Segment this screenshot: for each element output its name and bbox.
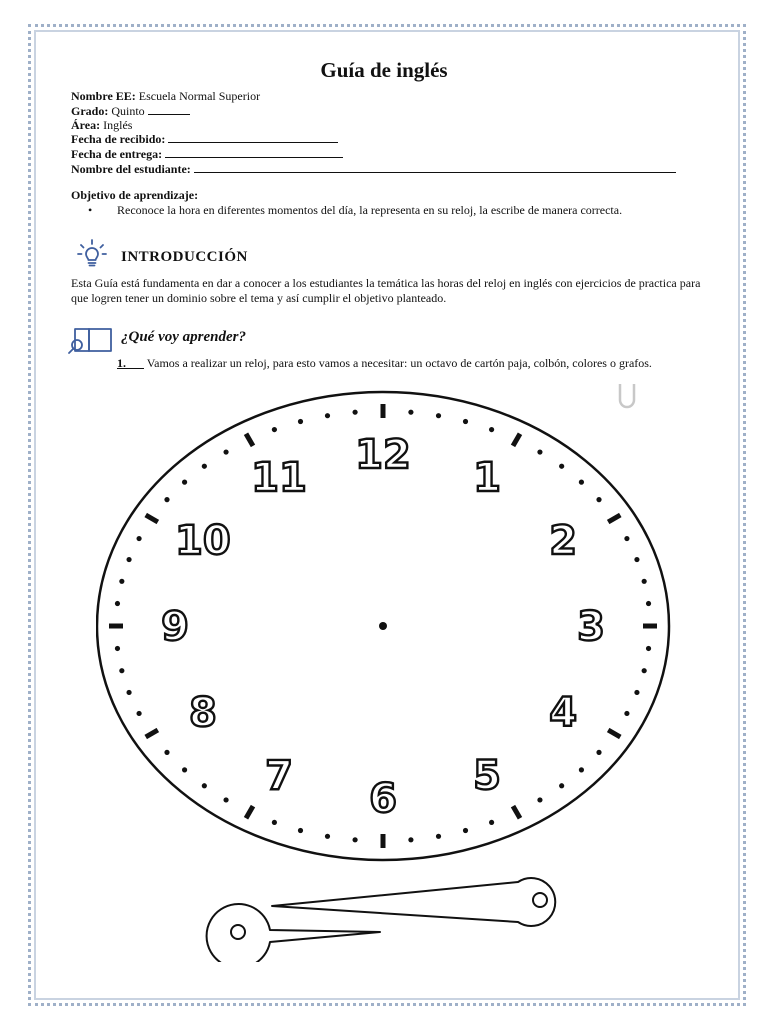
minute-hand bbox=[272, 878, 555, 926]
minute-dot bbox=[352, 837, 357, 842]
minute-dot bbox=[596, 750, 601, 755]
minute-dot bbox=[202, 783, 207, 788]
minute-dot bbox=[436, 834, 441, 839]
minute-dot bbox=[164, 750, 169, 755]
intro-paragraph: Esta Guía está fundamenta en dar a conocer a los estudiantes la temática las horas del reloj en inglés con ejercicios de practica para que logren tener un dominio sobre el tema y así cumplir el objetivo planteado. bbox=[71, 276, 701, 305]
minute-dot bbox=[646, 601, 651, 606]
minute-dot bbox=[463, 419, 468, 424]
info-row-fecha-recibido bbox=[71, 132, 676, 147]
minute-dot bbox=[119, 579, 124, 584]
step-text: Vamos a realizar un reloj, para esto vamos a necesitar: un octavo de cartón paja, colbón, colores o grafos. bbox=[146, 356, 652, 370]
grado-blank-line bbox=[148, 104, 190, 115]
clock-hands bbox=[200, 872, 570, 967]
nombre-estudiante-blank-line bbox=[194, 162, 676, 173]
clock-number: 3 bbox=[577, 604, 605, 650]
minute-dot bbox=[642, 668, 647, 673]
objetivo-text: Reconoce la hora en diferentes momentos del día, la representa en su reloj, la escribe de manera correcta. bbox=[117, 203, 623, 217]
minute-dot bbox=[126, 690, 131, 695]
minute-dot bbox=[537, 797, 542, 802]
clock-number: 12 bbox=[355, 432, 411, 478]
minute-dot bbox=[325, 834, 330, 839]
minute-dot bbox=[298, 419, 303, 424]
area-value: Inglés bbox=[103, 117, 133, 132]
clock-center-dot bbox=[379, 622, 387, 630]
nombre-estudiante-label: Nombre del estudiante: bbox=[71, 161, 191, 176]
step-number: 1. bbox=[117, 356, 126, 370]
step-1 bbox=[117, 356, 702, 371]
clock-number: 9 bbox=[161, 604, 189, 650]
fecha-entrega-label: Fecha de entrega: bbox=[71, 147, 163, 162]
minute-dot bbox=[164, 497, 169, 502]
minute-dot bbox=[182, 767, 187, 772]
minute-dot bbox=[298, 828, 303, 833]
minute-dot bbox=[559, 464, 564, 469]
objetivo-label: Objetivo de aprendizaje: bbox=[71, 188, 199, 202]
minute-dot bbox=[325, 413, 330, 418]
minute-dot bbox=[489, 820, 494, 825]
minute-dot bbox=[646, 646, 651, 651]
minute-dot bbox=[408, 410, 413, 415]
minute-dot bbox=[463, 828, 468, 833]
objetivo-bullet: • bbox=[88, 203, 93, 217]
minute-dot bbox=[115, 646, 120, 651]
minute-dot bbox=[624, 536, 629, 541]
minute-dot bbox=[596, 497, 601, 502]
minute-dot bbox=[436, 413, 441, 418]
minute-dot bbox=[579, 767, 584, 772]
clock-number: 11 bbox=[251, 455, 307, 502]
nombre-ee-value: Escuela Normal Superior bbox=[138, 89, 261, 103]
info-row-nombre-estudiante bbox=[71, 162, 676, 177]
minute-dot bbox=[489, 427, 494, 432]
minute-dot bbox=[115, 601, 120, 606]
que-voy-aprender-heading: ¿Qué voy aprender? bbox=[121, 329, 246, 345]
fecha-recibido-blank-line bbox=[168, 132, 338, 143]
clock-number: 8 bbox=[188, 690, 217, 736]
book-magnifier-icon bbox=[66, 325, 114, 360]
fecha-entrega-blank-line bbox=[165, 147, 343, 158]
minute-dot bbox=[136, 711, 141, 716]
clock-number: 6 bbox=[369, 776, 397, 822]
minute-dot bbox=[223, 449, 228, 454]
fecha-recibido-label: Fecha de recibido: bbox=[71, 132, 166, 147]
header-info bbox=[71, 90, 676, 177]
minute-dot bbox=[126, 557, 131, 562]
area-label: Área: bbox=[71, 117, 101, 132]
minute-dot bbox=[272, 820, 277, 825]
page-title: Guía de inglés bbox=[320, 58, 448, 82]
minute-dot bbox=[119, 668, 124, 673]
minute-dot bbox=[642, 579, 647, 584]
intro-heading: INTRODUCCIÓN bbox=[121, 249, 248, 265]
minute-dot bbox=[202, 464, 207, 469]
minute-dot bbox=[182, 480, 187, 485]
minute-dot bbox=[559, 783, 564, 788]
clock-number: 2 bbox=[549, 518, 578, 564]
minute-dot bbox=[634, 557, 639, 562]
clock-face bbox=[96, 382, 672, 867]
lightbulb-icon bbox=[74, 236, 110, 277]
nombre-ee-label: Nombre EE: bbox=[71, 89, 136, 103]
minute-dot bbox=[272, 427, 277, 432]
info-row-nombre-ee bbox=[71, 90, 676, 104]
minute-dot bbox=[352, 410, 357, 415]
minute-dot bbox=[223, 797, 228, 802]
grado-label: Grado: bbox=[71, 103, 109, 118]
clock-number: 5 bbox=[473, 752, 501, 799]
minute-dot bbox=[136, 536, 141, 541]
minute-dot bbox=[624, 711, 629, 716]
minute-dot bbox=[537, 449, 542, 454]
info-row-fecha-entrega bbox=[71, 147, 676, 162]
info-row-grado bbox=[71, 104, 676, 119]
grado-value: Quinto bbox=[111, 103, 145, 118]
clock-number: 7 bbox=[265, 752, 293, 799]
info-row-area bbox=[71, 119, 676, 133]
minute-dot bbox=[634, 690, 639, 695]
minute-dot bbox=[408, 837, 413, 842]
clock-number: 10 bbox=[175, 518, 231, 564]
clock-number: 1 bbox=[473, 455, 501, 502]
minute-dot bbox=[579, 480, 584, 485]
clock-number: 4 bbox=[549, 690, 578, 736]
